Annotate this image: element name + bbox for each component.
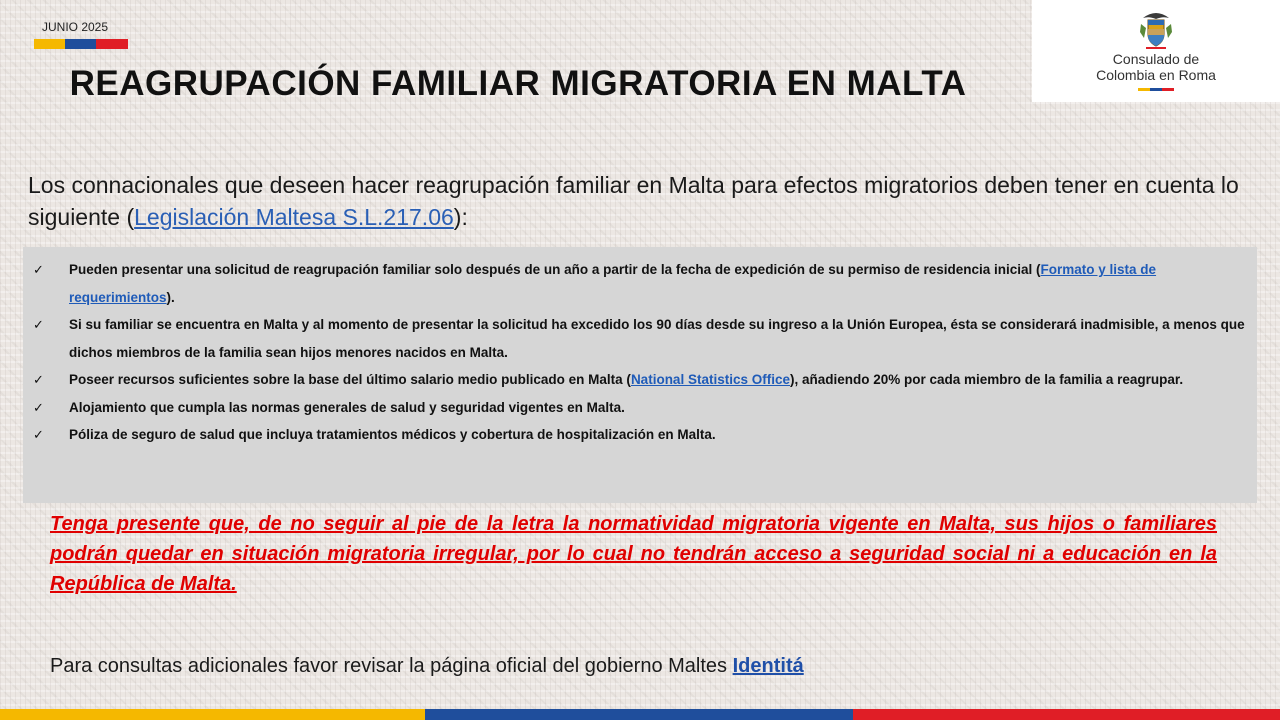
colombia-coat-of-arms-icon	[1137, 10, 1175, 50]
consulate-name-line2: Colombia en Roma	[1096, 67, 1216, 83]
requirement-item	[23, 394, 1257, 422]
consulate-logo	[1032, 0, 1280, 102]
header-flag-bar	[34, 39, 128, 49]
requirements-list	[23, 247, 1257, 449]
checkmark-icon: ✓	[33, 372, 44, 387]
checkmark-icon: ✓	[33, 317, 44, 332]
requirement-item	[23, 311, 1257, 366]
flag-blue-stripe	[65, 39, 96, 49]
flag-red-stripe	[1162, 88, 1174, 91]
requirement-item	[23, 256, 1257, 311]
intro-text: Los connacionales que deseen hacer reagrupación familiar en Malta para efectos migratorios deben tener en cuenta lo siguiente (	[28, 172, 1239, 230]
intro-suffix: ):	[453, 204, 468, 230]
intro-paragraph	[28, 169, 1258, 233]
checkmark-icon: ✓	[33, 427, 44, 442]
requirement-text-after: ).	[166, 289, 175, 305]
requirement-text: Póliza de seguro de salud que incluya tratamientos médicos y cobertura de hospitalización en Malta.	[69, 427, 716, 442]
requirement-item	[23, 421, 1257, 449]
consulate-name	[1032, 51, 1280, 83]
requirements-box	[23, 247, 1257, 503]
consulate-name-line1: Consulado de	[1112, 51, 1200, 67]
checkmark-icon: ✓	[33, 399, 44, 415]
requirement-item	[23, 366, 1257, 394]
requirement-text: Poseer recursos suficientes sobre la base del último salario medio publicado en Malta (	[69, 372, 631, 387]
flag-red-stripe	[96, 39, 128, 49]
page-title: REAGRUPACIÓN FAMILIAR MIGRATORIA EN MALTA	[69, 64, 967, 103]
national-statistics-office-link[interactable]: National Statistics Office	[630, 372, 790, 387]
requirement-text: Alojamiento que cumpla las normas generales de salud y seguridad vigentes en Malta.	[69, 399, 625, 415]
flag-blue-stripe	[1150, 88, 1162, 91]
flag-red-stripe	[853, 709, 1280, 720]
flag-yellow-stripe	[1138, 88, 1150, 91]
warning-note: Tenga presente que, de no seguir al pie de la letra la normatividad migratoria vigente en Malta, sus hijos o familiares podrán quedar en situación migratoria irregular, por lo cual no tendrán acceso a seguridad social ni a educación en la República de Malta.	[50, 513, 1217, 595]
format-requirements-link[interactable]: Formato y lista de requerimientos	[69, 262, 1157, 305]
footer-flag-bar	[0, 709, 1280, 720]
logo-flag-bar	[1138, 88, 1174, 91]
requirement-text: Pueden presentar una solicitud de reagrupación familiar solo después de un año a partir de la fecha de expedición de su permiso de residencia inicial (	[69, 262, 1041, 277]
footer-note	[50, 652, 804, 680]
checkmark-icon: ✓	[33, 262, 44, 277]
identita-link[interactable]: Identitá	[732, 655, 804, 677]
requirement-text-after: ), añadiendo 20% por cada miembro de la familia a reagrupar.	[789, 372, 1184, 387]
flag-yellow-stripe	[0, 709, 425, 720]
flag-blue-stripe	[425, 709, 853, 720]
legislation-link[interactable]: Legislación Maltesa S.L.217.06	[134, 204, 454, 230]
footer-text: Para consultas adicionales favor revisar la página oficial del gobierno Maltes	[50, 655, 733, 677]
requirement-text: Si su familiar se encuentra en Malta y al momento de presentar la solicitud ha excedido los 90 días desde su ingreso a la Unión Europea, ésta se considerará inadmisible, a menos que dichos miembros de la familia sean hijos menores nacidos en Malta.	[69, 317, 1245, 360]
date-label: JUNIO 2025	[42, 20, 109, 34]
flag-yellow-stripe	[34, 39, 65, 49]
